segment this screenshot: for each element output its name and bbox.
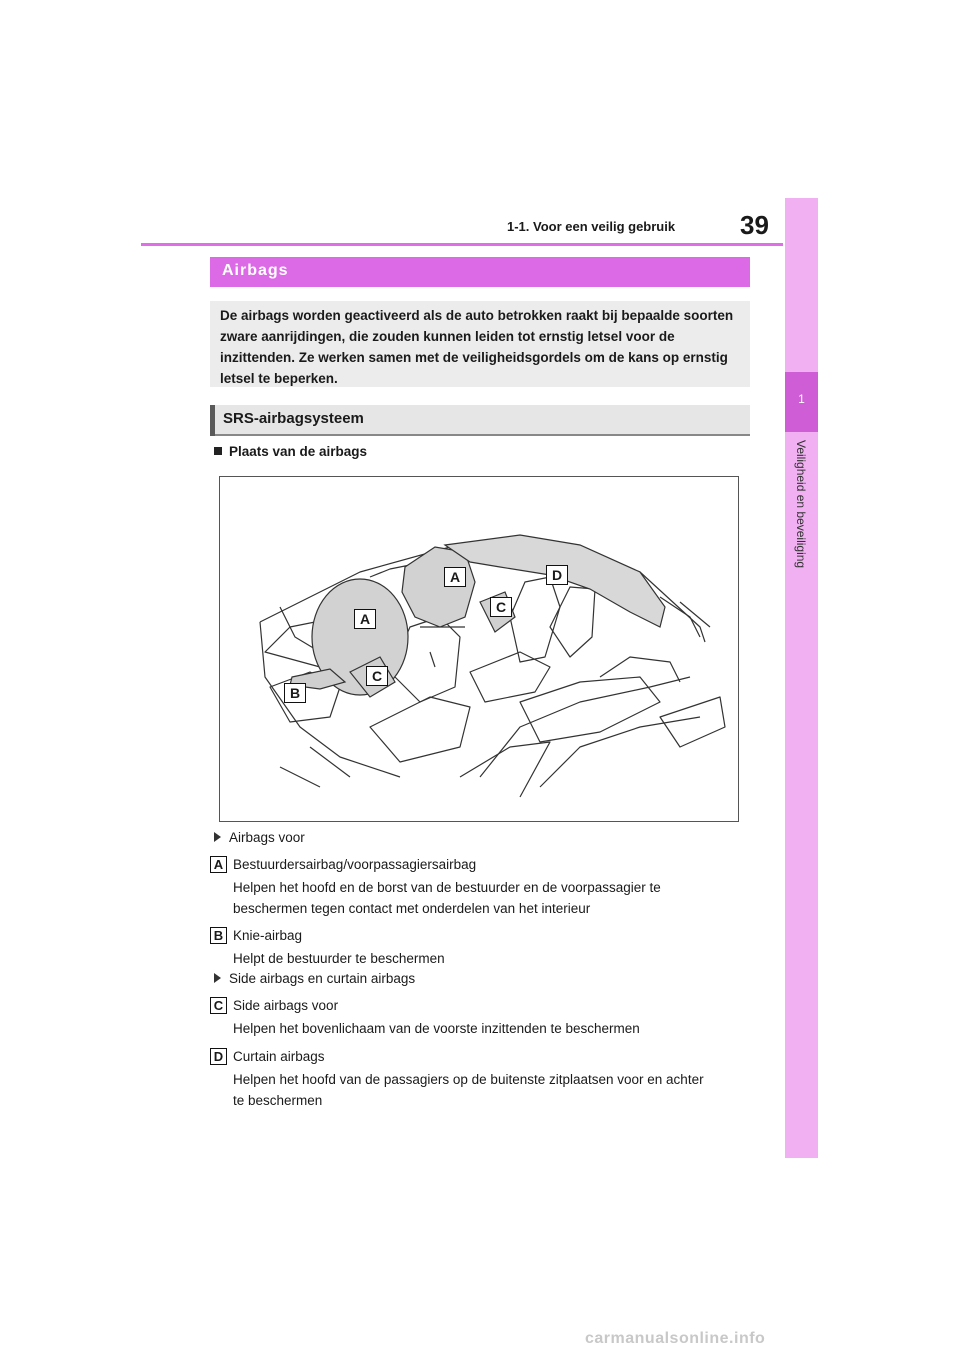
- legend-name-b: Knie-airbag: [233, 928, 303, 943]
- figure-label-b: B: [284, 683, 306, 703]
- main-heading: Airbags: [210, 257, 750, 287]
- legend-desc-c-line1: Helpen het bovenlichaam van de voorste inzittenden te beschermen: [233, 1021, 640, 1036]
- legend-desc-a-line2: beschermen tegen contact met onderdelen van het interieur: [233, 901, 591, 916]
- header-rule: [141, 243, 783, 246]
- legend-letter-a: A: [210, 856, 227, 873]
- passenger-airbag-shape: [402, 547, 475, 627]
- intro-box: De airbags worden geactiveerd als de auto betrokken raakt bij bepaalde soorten zware aanrijdingen, die zouden kunnen leiden tot ernstig letsel voor de inzittenden. Ze werken samen met de veiligheidsgordels om de kans op ernstig letsel te beperken.: [210, 301, 750, 387]
- car-interior-illustration: [220, 477, 738, 821]
- legend-letter-d: D: [210, 1048, 227, 1065]
- figure-label-c-driver: C: [366, 666, 388, 686]
- arrow-bullet-icon: [214, 973, 221, 983]
- figure-label-d: D: [546, 565, 568, 585]
- page-number: 39: [740, 210, 769, 240]
- legend-letter-c: C: [210, 997, 227, 1014]
- square-bullet-icon: [214, 447, 222, 455]
- legend-name-a: Bestuurdersairbag/voorpassagiersairbag: [233, 857, 477, 872]
- group-title-side-curtain: Side airbags en curtain airbags: [214, 970, 415, 988]
- legend-letter-b: B: [210, 927, 227, 944]
- bullet-heading-text: Plaats van de airbags: [229, 444, 368, 459]
- sub-heading: SRS-airbagsysteem: [210, 405, 750, 436]
- legend-desc-d-line1: Helpen het hoofd van de passagiers op de buitenste zitplaatsen voor en achter: [233, 1072, 704, 1087]
- chapter-side-tab: [785, 198, 818, 1158]
- legend-desc-b-line1: Helpt de bestuurder te beschermen: [233, 951, 445, 966]
- sub-heading-bar: [210, 405, 215, 436]
- legend-desc-a-line1: Helpen het hoofd en de borst van de bestuurder en de voorpassagier te: [233, 880, 661, 895]
- chapter-label: Veiligheid en beveiliging: [794, 440, 808, 569]
- figure-label-a-driver: A: [354, 609, 376, 629]
- group-title-front-airbags: Airbags voor: [214, 829, 305, 847]
- chapter-number: 1: [798, 392, 805, 406]
- legend-desc-d-line2: te beschermen: [233, 1093, 323, 1108]
- arrow-bullet-icon: [214, 832, 221, 842]
- section-title: 1-1. Voor een veilig gebruik: [507, 219, 676, 234]
- airbag-location-figure: [219, 476, 739, 822]
- legend-name-d: Curtain airbags: [233, 1049, 325, 1064]
- legend-name-c: Side airbags voor: [233, 998, 339, 1013]
- watermark: carmanualsonline.info: [585, 1330, 766, 1347]
- figure-label-c-passenger: C: [490, 597, 512, 617]
- bullet-heading: [214, 444, 367, 459]
- figure-label-a-passenger: A: [444, 567, 466, 587]
